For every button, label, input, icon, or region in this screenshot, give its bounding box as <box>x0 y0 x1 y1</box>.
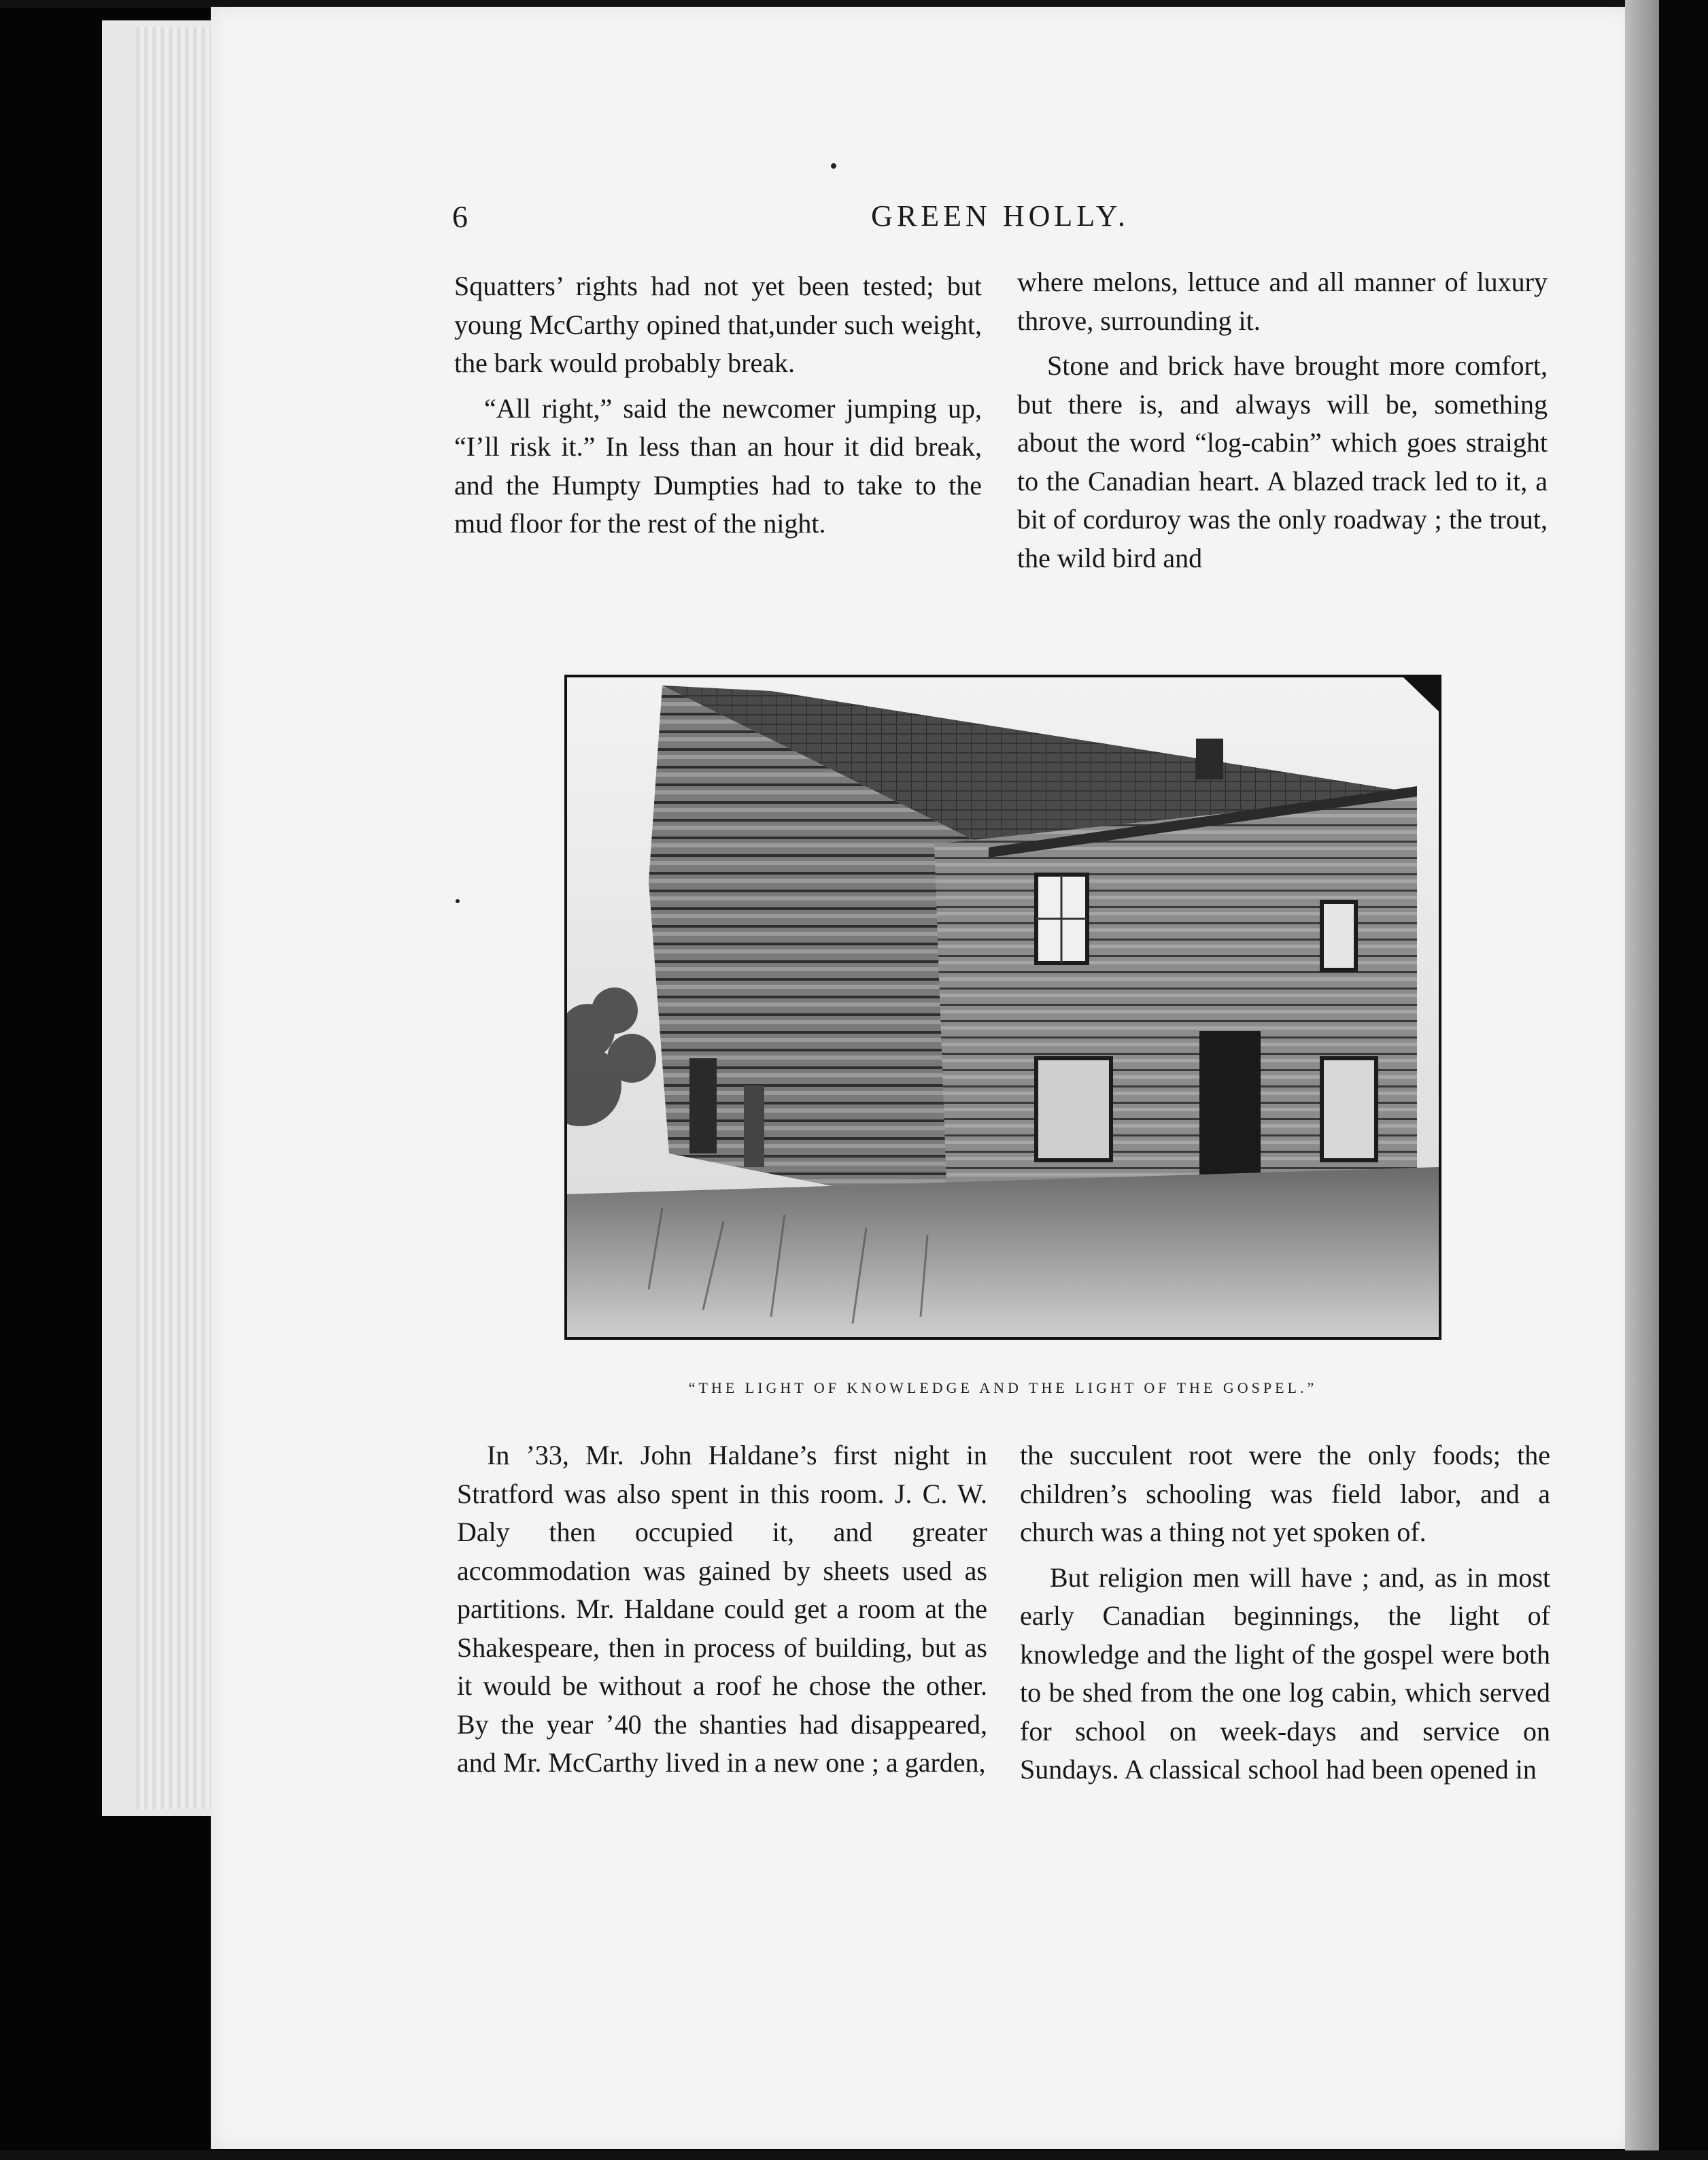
print-speck <box>456 899 460 903</box>
bottom-right-column <box>1020 1436 1550 1796</box>
print-speck <box>831 163 836 169</box>
paragraph: Stone and brick have brought more comfort, but there is, and always will be, something about the word “log-cabin” which goes straight to the Canadian heart. A blazed track led to it, a bit of corduroy was the only roadway ; the trout, the wild bird and <box>1017 350 1548 573</box>
log-cabin-image <box>567 677 1439 1337</box>
page-number: 6 <box>452 199 468 234</box>
figure-caption: “THE LIGHT OF KNOWLEDGE AND THE LIGHT OF THE GOSPEL.” <box>688 1379 1318 1396</box>
paragraph: In ’33, Mr. John Haldane’s first night in Stratford was also spent in this room. J. C. W. Daly then occupied it, and greater accommodation was gained by sheets used as partitions. Mr. Haldane could get a room at the Shakespeare, then in process of building, but as it would be without a roof he chose the other. By the year ’40 the shanties had disappeared, and Mr. McCarthy lived in a new one ; a garden, <box>457 1440 987 1778</box>
top-right-column <box>1017 263 1548 584</box>
paragraph: “All right,” said the newcomer jumping up, “I’ll risk it.” In less than an hour it did break, and the Humpty Dumpties had to take to the mud floor for the rest of the night. <box>454 392 982 539</box>
paragraph: Squatters’ rights had not yet been tested; but young McCarthy opined that,under such weight, the bark would probably break. <box>454 271 982 378</box>
running-head <box>452 199 1548 239</box>
paragraph: But religion men will have ; and, as in most early Canadian beginnings, the light of knowledge and the light of the gospel were both to be shed from the one log cabin, which served for school on week-days and service on Sundays. A classical school had been opened in <box>1020 1562 1550 1785</box>
bottom-left-column <box>457 1436 987 1789</box>
paragraph: the succulent root were the only foods; the children’s schooling was field labor, and a church was a thing not yet spoken of. <box>1020 1440 1550 1547</box>
page-gutter-shadow <box>1625 0 1659 2160</box>
paragraph: where melons, lettuce and all manner of luxury throve, surrounding it. <box>1017 267 1548 336</box>
scan-bottom-edge <box>0 2150 1708 2160</box>
scan-right-edge <box>1659 0 1708 2160</box>
running-title: GREEN HOLLY. <box>871 199 1129 233</box>
log-cabin-photograph <box>564 675 1441 1340</box>
top-left-column <box>454 267 982 550</box>
